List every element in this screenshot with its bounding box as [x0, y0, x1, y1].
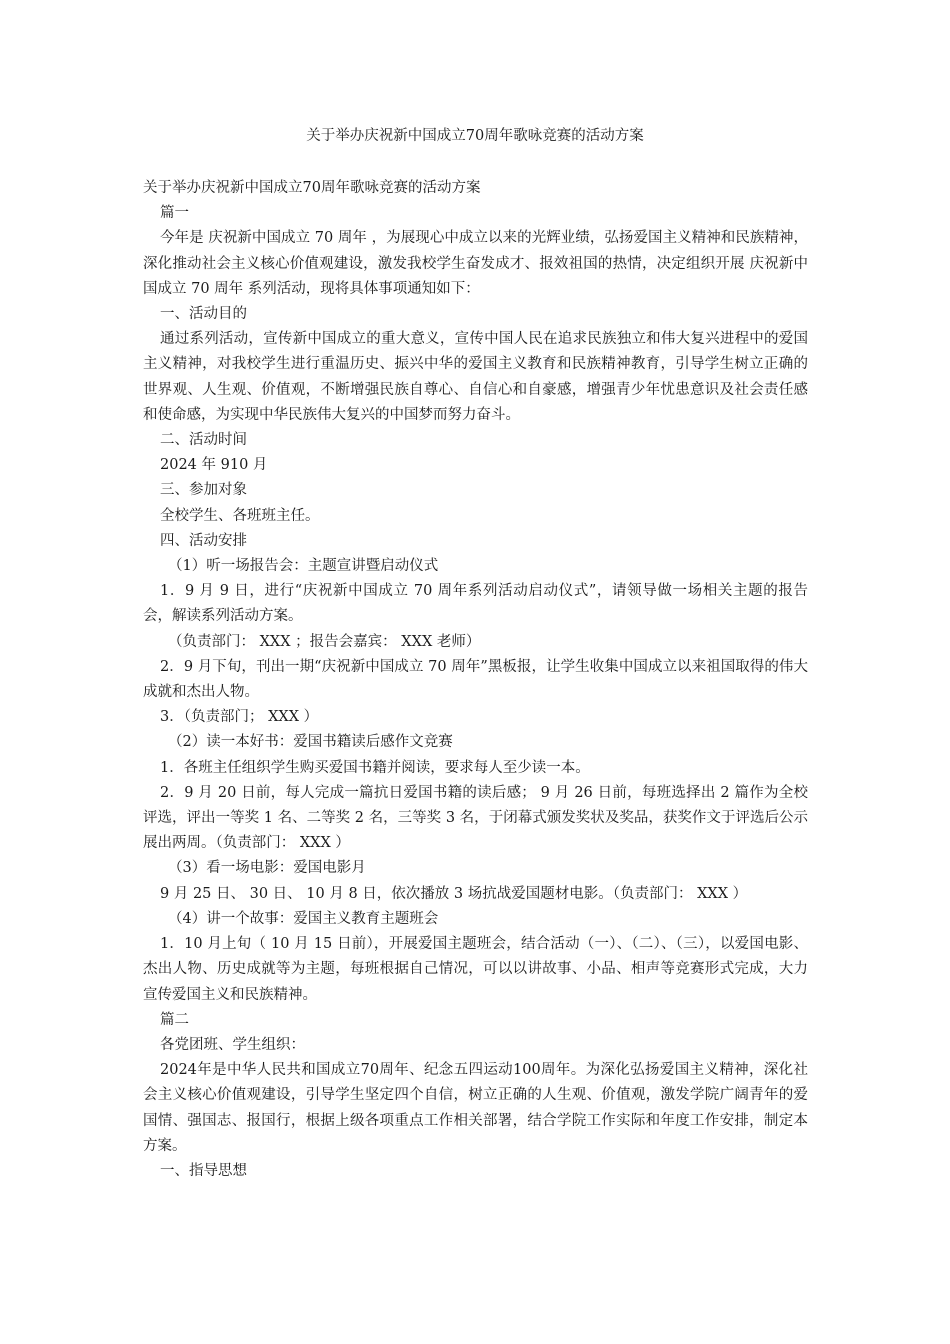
body-line: 全校学生、各班班主任。: [160, 507, 320, 524]
body-line: （负责部门： XXX ；报告会嘉宾： XXX 老师）: [168, 633, 481, 650]
body-paragraph: 今年是 庆祝新中国成立 70 周年 ，为展现心中成立以来的光辉业绩，弘扬爱国主义精神和民族精神，深化推动社会主义核心价值观建设，激发我校学生奋发成才、报效祖国的热情，决定组织开展 庆祝新中国成立 70 周年 系列活动，现将具体事项通知如下：: [143, 230, 808, 297]
body-line: 2024 年 910 月: [160, 457, 268, 474]
body-paragraph: 通过系列活动，宣传新中国成立的重大意义，宣传中国人民在追求民族独立和伟大复兴进程中的爱国主义精神，对我校学生进行重温历史、振兴中华的爱国主义教育和民族精神教育，引导学生树立正确的世界观、人生观、价值观，不断增强民族自尊心、自信心和自豪感，增强青少年忧患意识及社会责任感和使命感，为实现中华民族伟大复兴的中国梦而努力奋斗。: [143, 331, 808, 423]
body-paragraph: 9 月 25 日、 30 日、 10 月 8 日，依次播放 3 场抗战爱国题材电影。（负责部门： XXX ）: [160, 885, 748, 902]
body-paragraph: 1．9 月 9 日，进行“庆祝新中国成立 70 周年系列活动启动仪式”，请领导做一场相关主题的报告会，解读系列活动方案。: [143, 583, 808, 625]
body-line: 四、活动安排: [160, 532, 247, 549]
body-line: 篇一: [160, 205, 189, 222]
body-line: （4）讲一个故事：爱国主义教育主题班会: [168, 910, 439, 927]
body-paragraph: 2024年是中华人民共和国成立70周年、纪念五四运动100周年。为深化弘扬爱国主义精神，深化社会主义核心价值观建设，引导学生坚定四个自信，树立正确的人生观、价值观，激发学院广阔青年的爱国情、强国志、报国行，根据上级各项重点工作相关部署，结合学院工作实际和年度工作安排，制定本方案。: [143, 1062, 808, 1154]
body-line: 3．（负责部门； XXX ）: [160, 709, 319, 726]
body-paragraph: 2．9 月下旬，刊出一期“庆祝新中国成立 70 周年”黑板报，让学生收集中国成立以来祖国取得的伟大成就和杰出人物。: [143, 658, 808, 701]
body-line: 二、活动时间: [160, 432, 247, 449]
body-paragraph: 2．9 月 20 日前，每人完成一篇抗日爱国书籍的读后感； 9 月 26 日前，每班选择出 2 篇作为全校评选，评出一等奖 1 名、二等奖 2 名，三等奖 3 名，于闭幕式颁发奖状及奖品，获奖作文于评选后公示展出两周。（负责部门： XXX ）: [143, 784, 808, 852]
document-body: [143, 176, 808, 1184]
body-line: 三、参加对象: [160, 482, 247, 499]
body-line: 篇二: [160, 1011, 189, 1028]
document-header-title: 关于举办庆祝新中国成立70周年歌咏竞赛的活动方案: [306, 128, 644, 144]
body-line: （3）看一场电影：爱国电影月: [168, 860, 366, 877]
body-line: 一、活动目的: [160, 306, 247, 323]
body-line: （2）读一本好书：爱国书籍读后感作文竞赛: [168, 734, 453, 751]
body-line: 各党团班、学生组织：: [160, 1036, 305, 1053]
body-line: 一、指导思想: [160, 1162, 247, 1179]
body-line: 关于举办庆祝新中国成立70周年歌咏竞赛的活动方案: [143, 180, 481, 196]
body-line: 1．各班主任组织学生购买爱国书籍并阅读，要求每人至少读一本。: [160, 759, 590, 776]
body-paragraph: 1．10 月上旬（ 10 月 15 日前），开展爱国主题班会，结合活动（一）、（二）、（三），以爱国电影、杰出人物、历史成就等为主题，每班根据自己情况，可以以讲故事、小品、相声等竞赛形式完成，大力宣传爱国主义和民族精神。: [143, 936, 808, 1003]
body-line: （1）听一场报告会：主题宣讲暨启动仪式: [168, 558, 439, 575]
